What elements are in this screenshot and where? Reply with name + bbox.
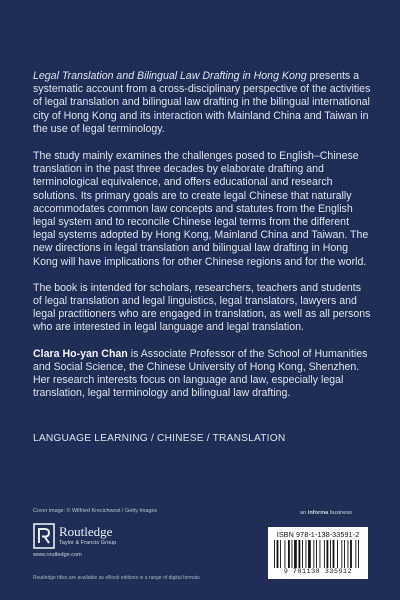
barcode-digits: 9 781138 335912 [283, 568, 353, 575]
publisher-url: www.routledge.com [33, 552, 82, 558]
blurb-paragraph-audience: The book is intended for scholars, researchers, teachers and students of legal translation and legal linguistics, legal translators, lawyers and legal practitioners who are engaged in translation, as well as all persons who are interested in legal language and legal translation. [33, 281, 371, 334]
routledge-logo-icon [33, 523, 55, 549]
book-title-italic: Legal Translation and Bilingual Law Drafting in Hong Kong [33, 70, 307, 82]
isbn-barcode-box [268, 527, 368, 579]
blurb-paragraph-study: The study mainly examines the challenges posed to English–Chinese translation in the past three decades by elaborate drafting and terminological equivalence, and offers educational and research solutions. Its primary goals are to create legal Chinese that naturally accommodates common law concepts and statutes from the English legal system and to reconcile Chinese legal terms from the different legal systems adopted by Hong Kong, Mainland China and Taiwan. The new directions in legal translation and bilingual law drafting in Hong Kong will have implications for other Chinese regions and for the world. [33, 150, 369, 268]
author-name: Clara Ho-yan Chan [33, 347, 128, 360]
blurb [33, 70, 371, 413]
publisher-block [33, 523, 153, 559]
barcode-icon [274, 540, 362, 568]
informa-prefix: an [300, 510, 308, 516]
publisher-name: Routledge [59, 524, 113, 539]
author-bio: is Associate Professor of the School of Humanities and Social Science, the Chinese University of Hong Kong, Shenzhen. Her research interests focus on language and law, especially legal translation, legal terminology and bilingual law drafting. [33, 347, 368, 400]
isbn-text: ISBN 978-1-138-33591-2 [276, 530, 360, 539]
subject-category: LANGUAGE LEARNING / CHINESE / TRANSLATION [33, 433, 286, 444]
blurb-paragraph-author [33, 348, 371, 401]
blurb-paragraph-intro [33, 70, 371, 136]
informa-suffix: business [328, 510, 352, 516]
informa-business-tag [300, 510, 352, 516]
blurb-intro-text: presents a systematic account from a cross-disciplinary perspective of the activities of legal translation and bilingual law drafting in the bilingual international city of Hong Kong and its interaction with Mainland China and Taiwan in the use of legal terminology. [33, 70, 371, 135]
informa-brand: informa [307, 510, 329, 516]
publisher-group: Taylor & Francis Group [59, 540, 117, 546]
ebook-availability-note: Routledge titles are available as eBook editions in a range of digital formats [33, 575, 200, 581]
cover-image-credit: Cover image: © Wilfried Krecichwost / Getty Images [33, 508, 158, 514]
